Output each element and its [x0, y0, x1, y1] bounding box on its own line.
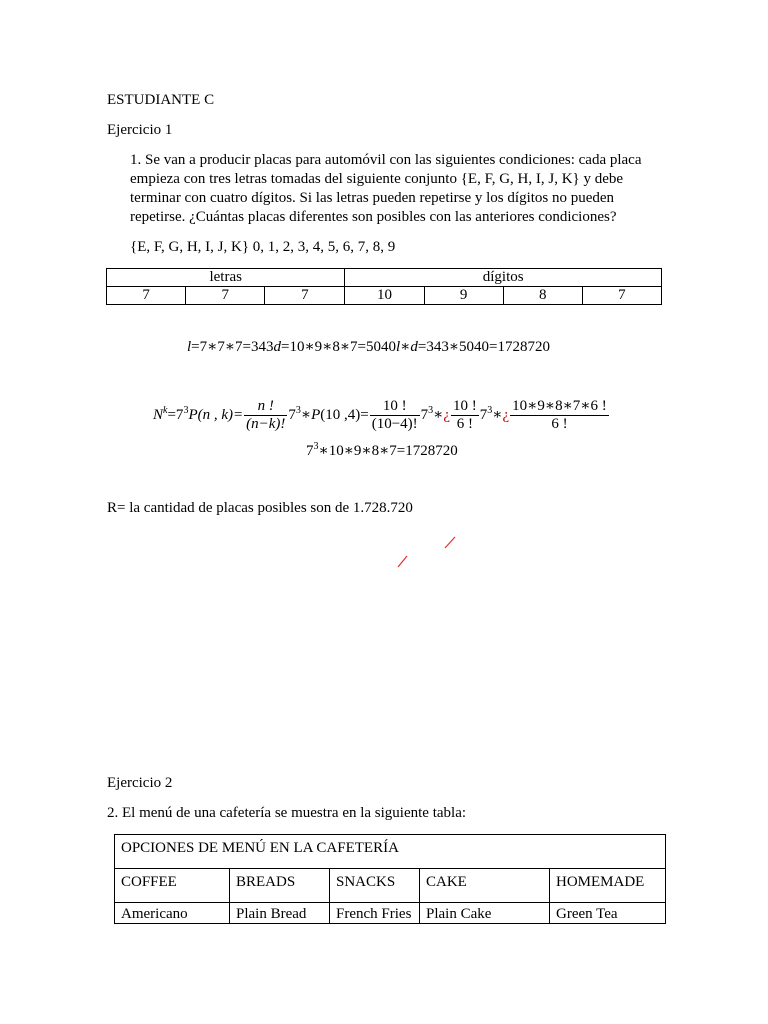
- exercise-2-intro: 2. El menú de una cafetería se muestra en la siguiente tabla:: [107, 805, 467, 821]
- student-heading: ESTUDIANTE C: [107, 92, 215, 108]
- plate-cell: 7: [107, 287, 186, 305]
- plates-table: [106, 268, 662, 305]
- menu-header-row: [115, 869, 666, 903]
- frac-num: 10 !: [370, 398, 420, 416]
- menu-cell: Plain Bread: [230, 903, 330, 924]
- var-P: P: [188, 406, 198, 423]
- frac-den: 6 !: [551, 416, 568, 432]
- P2-args: (10 ,4)=: [320, 406, 369, 423]
- equation-products: [187, 337, 550, 356]
- fraction-ten-over-six: [451, 398, 479, 433]
- plate-cell: 9: [424, 287, 503, 305]
- menu-cell: French Fries: [330, 903, 420, 924]
- answer-line: R= la cantidad de placas posibles son de 1.728.720: [107, 500, 413, 516]
- eq-star: ∗: [492, 406, 503, 423]
- menu-header-cell: HOMEMADE: [550, 869, 666, 903]
- problem-line: 1. Se van a producir placas para automóvil con las siguientes condiciones: cada placa: [130, 152, 642, 168]
- plate-cell: 7: [582, 287, 661, 305]
- problem-line: terminar con cuatro dígitos. Si las letras pueden repetirse y los dígitos no pueden: [130, 190, 615, 206]
- menu-cell: Plain Cake: [420, 903, 550, 924]
- frac-num: 10∗9∗8∗7∗6 !: [512, 398, 607, 414]
- eq-ld-rhs: =343∗5040=1728720: [417, 339, 550, 355]
- eq-star: ∗: [400, 339, 411, 355]
- red-mark-stroke: [445, 537, 455, 548]
- menu-header-cell: COFFEE: [115, 869, 230, 903]
- fraction-n-factorial: [244, 398, 287, 433]
- digits-header: dígitos: [345, 269, 662, 287]
- plate-cell: 8: [503, 287, 582, 305]
- eq-star: ∗: [433, 406, 444, 423]
- eq-d-rhs: =10∗9∗8∗7=5040: [280, 339, 396, 355]
- eq-seven: =7: [167, 406, 184, 423]
- menu-cell: Green Tea: [550, 903, 666, 924]
- plates-header-row: [107, 269, 662, 287]
- red-mark-stroke: [398, 556, 407, 567]
- plate-cell: 10: [345, 287, 424, 305]
- menu-header-cell: SNACKS: [330, 869, 420, 903]
- frac-den: (10−4)!: [371, 416, 418, 432]
- var-l: l: [396, 339, 401, 355]
- frac-den: (n−k)!: [246, 416, 286, 432]
- var-l: l: [187, 339, 192, 355]
- exercise-1-problem: [130, 151, 642, 227]
- menu-table: [114, 834, 666, 924]
- exercise-1-title: Ejercicio 1: [107, 122, 173, 138]
- problem-line: repetirse. ¿Cuántas placas diferentes son posibles con las anteriores condiciones?: [130, 209, 617, 225]
- eq-result-rest: ∗10∗9∗8∗7=1728720: [318, 443, 458, 459]
- fraction-ten-factorial: [370, 398, 420, 433]
- question-mark-red: ¿: [502, 406, 510, 423]
- sets-line: {E, F, G, H, I, J, K} 0, 1, 2, 3, 4, 5, 6, 7, 8, 9: [130, 239, 396, 255]
- exp-three: 3: [295, 404, 301, 416]
- frac-den: 6 !: [456, 416, 474, 432]
- exp-k: k: [163, 404, 168, 416]
- eq-seven: 7: [420, 406, 429, 423]
- letters-header: letras: [107, 269, 345, 287]
- equation-permutations: [153, 398, 610, 433]
- plates-values-row: [107, 287, 662, 305]
- P-args: (n , k)=: [197, 406, 244, 423]
- menu-cell: Americano: [115, 903, 230, 924]
- menu-caption-row: [115, 835, 666, 869]
- eq-seven: 7: [288, 406, 296, 423]
- exp-three: 3: [487, 404, 493, 416]
- eq-seven: 7: [306, 443, 314, 459]
- frac-num: 10 !: [453, 398, 477, 414]
- menu-header-cell: CAKE: [420, 869, 550, 903]
- var-d: d: [410, 339, 418, 355]
- problem-line: empieza con tres letras tomadas del siguiente conjunto {E, F, G, H, I, J, K} y debe: [130, 171, 624, 187]
- exp-three: 3: [428, 404, 434, 416]
- exp-three: 3: [313, 441, 319, 452]
- plate-cell: 7: [186, 287, 265, 305]
- star-P: ∗P: [300, 406, 321, 423]
- exercise-2-title: Ejercicio 2: [107, 775, 173, 791]
- red-marks: [390, 530, 460, 572]
- question-mark-red: ¿: [443, 406, 451, 423]
- menu-caption: OPCIONES DE MENÚ EN LA CAFETERÍA: [115, 835, 666, 869]
- frac-num: n !: [244, 398, 287, 416]
- equation-result: [306, 441, 458, 460]
- fraction-expanded: [510, 398, 609, 433]
- menu-row: [115, 903, 666, 924]
- eq-l-rhs: =7∗7∗7=343: [191, 339, 274, 355]
- var-N: N: [153, 406, 164, 423]
- var-d: d: [273, 339, 281, 355]
- exp-three: 3: [183, 404, 189, 416]
- menu-header-cell: BREADS: [230, 869, 330, 903]
- plate-cell: 7: [265, 287, 345, 305]
- eq-seven: 7: [479, 406, 488, 423]
